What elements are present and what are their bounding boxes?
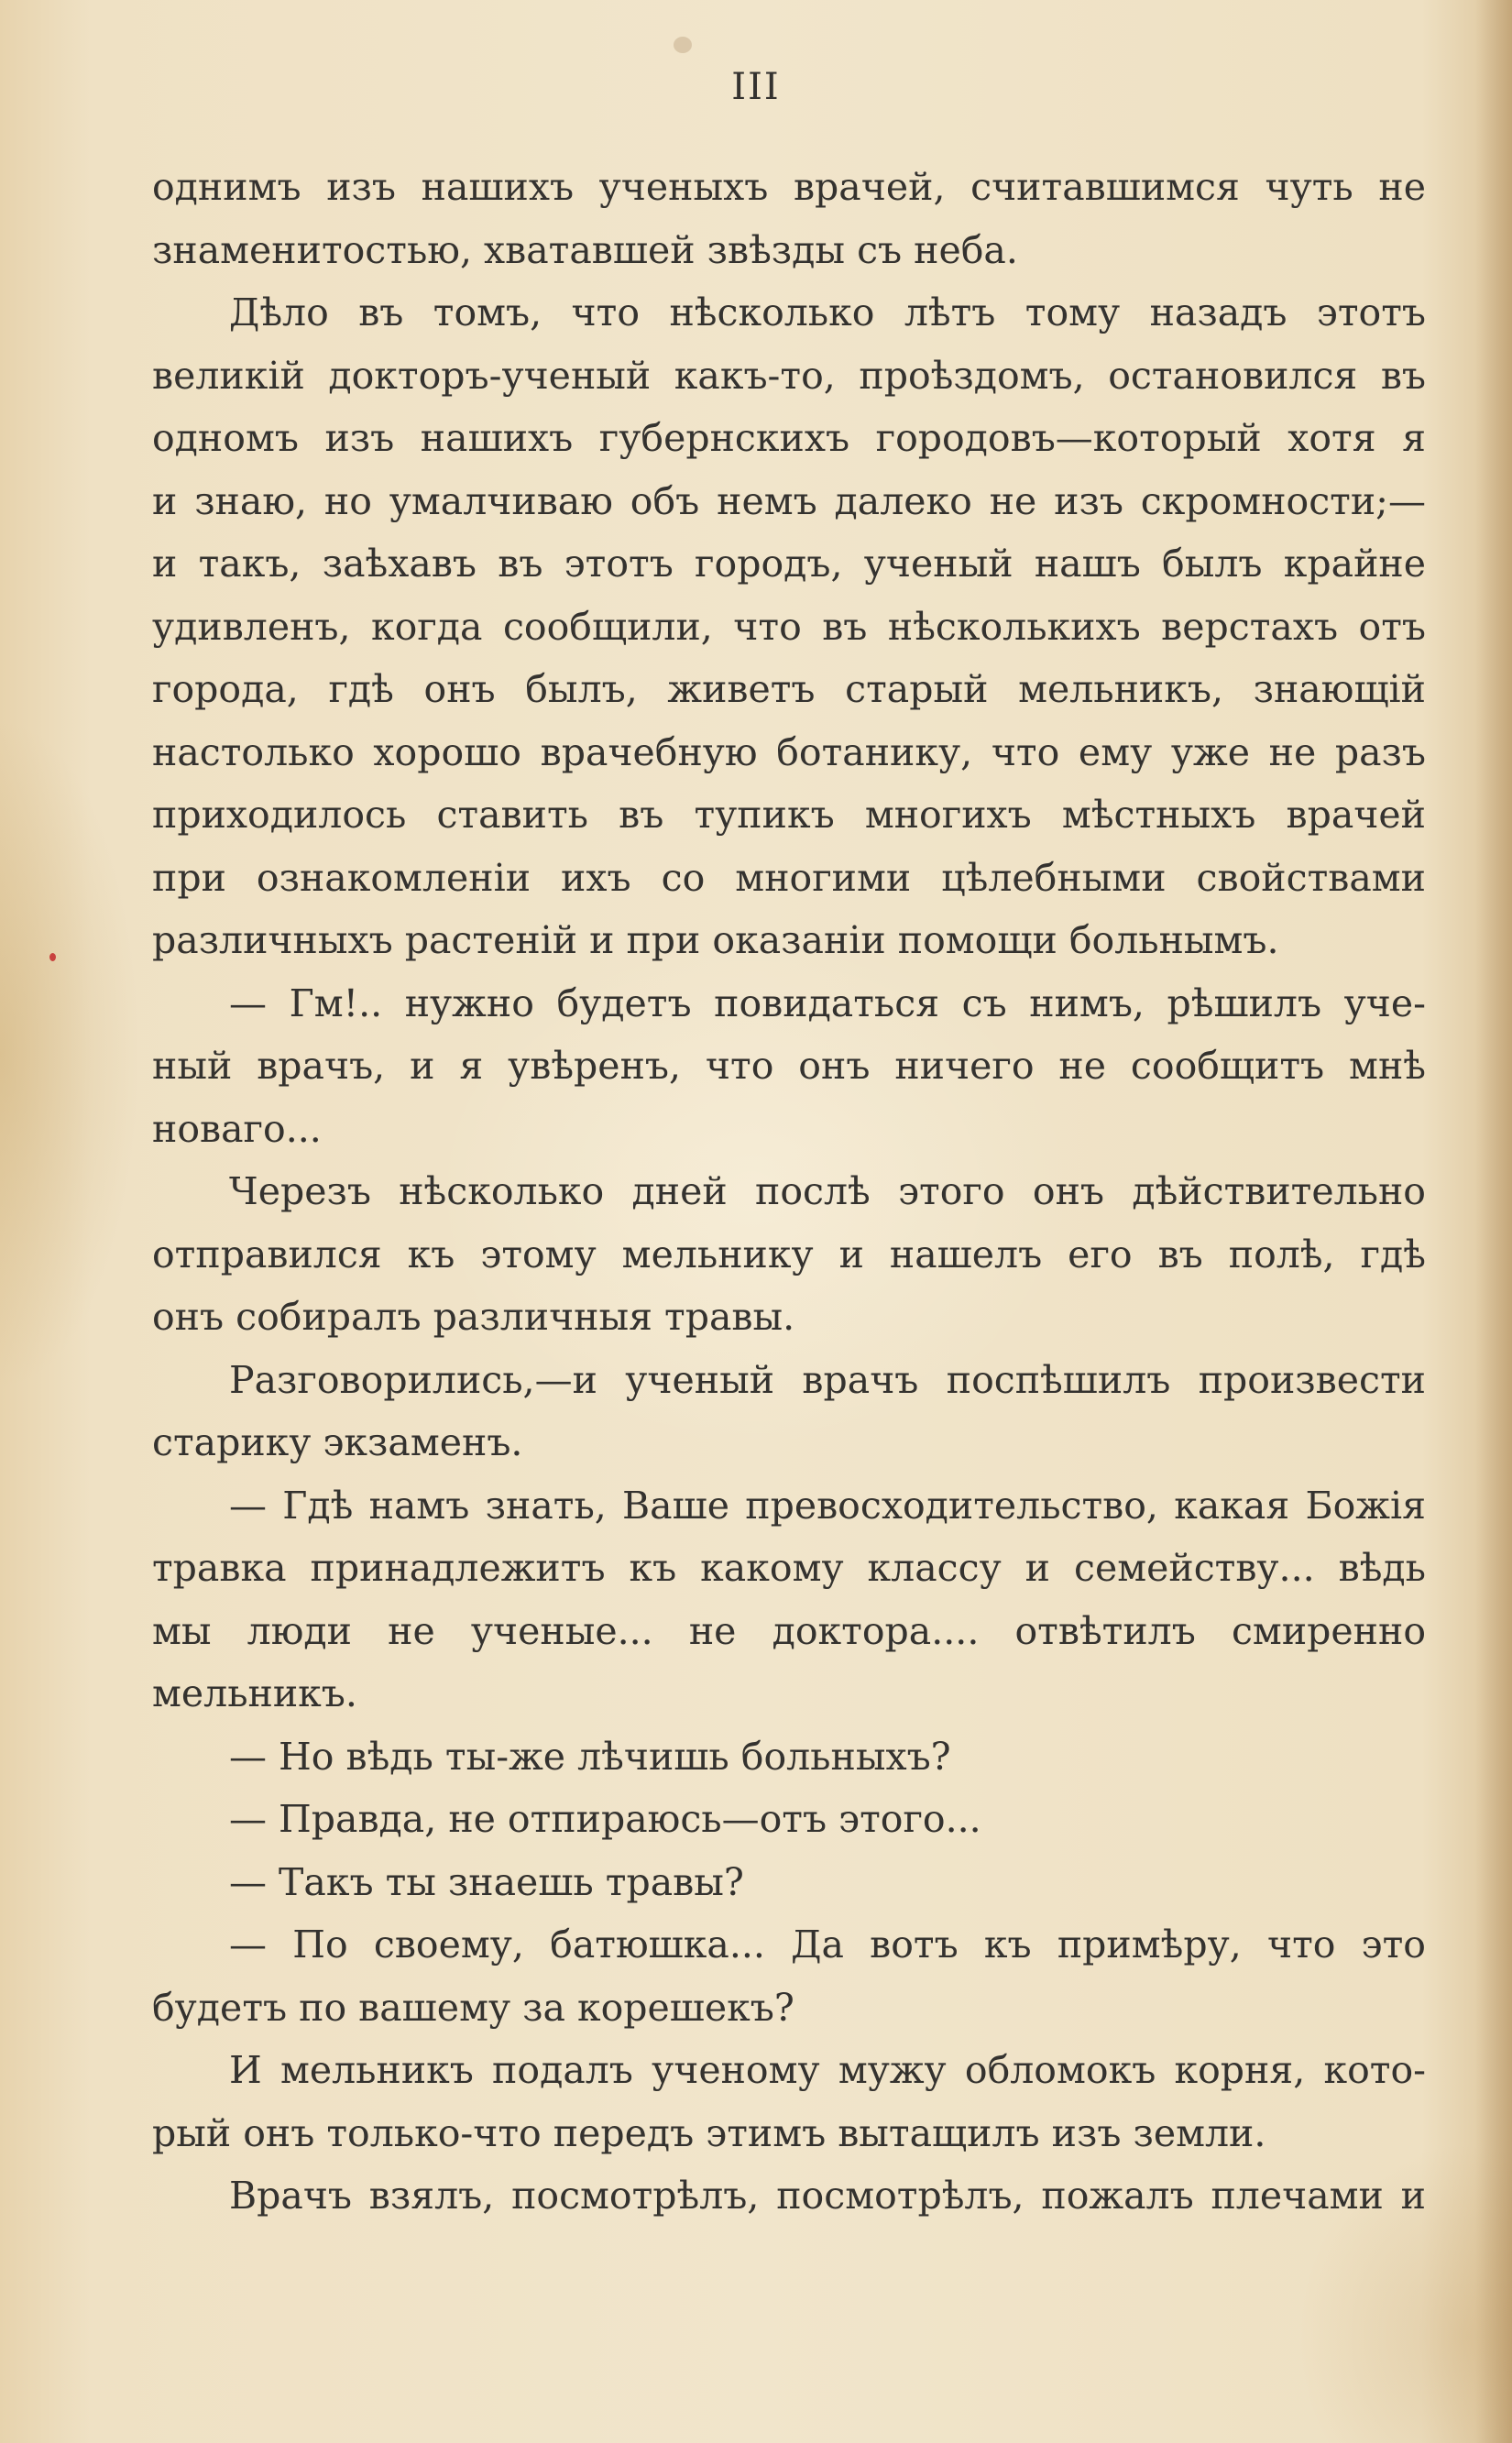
text-line: приходилось ставить въ тупикъ многихъ мѣстныхъ врачей — [152, 793, 1426, 837]
text-line: Черезъ нѣсколько дней послѣ этого онъ дѣйствительно — [229, 1169, 1426, 1213]
text-line: удивленъ, когда сообщили, что въ нѣсколькихъ верстахъ отъ — [152, 604, 1426, 649]
page-edge-shadow — [1475, 0, 1512, 2443]
text-line: мы люди не ученые... не доктора.... отвѣтилъ смиренно — [152, 1608, 1426, 1653]
text-line: — Гм!.. нужно будетъ повидаться съ нимъ, рѣшилъ уче- — [229, 980, 1426, 1025]
text-line: мельникъ. — [152, 1671, 357, 1715]
text-line: великій докторъ-ученый какъ-то, проѣздомъ, остановился въ — [152, 353, 1426, 398]
text-line: онъ собиралъ различныя травы. — [152, 1295, 795, 1339]
text-line: новаго... — [152, 1106, 322, 1151]
body-text — [152, 156, 1426, 2228]
text-line: знаменитостью, хватавшей звѣзды съ неба. — [152, 227, 1018, 272]
margin-mark — [49, 953, 56, 961]
text-line: города, гдѣ онъ былъ, живетъ старый мельникъ, знающій — [152, 667, 1426, 711]
text-line: Разговорились,—и ученый врачъ поспѣшилъ произвести — [229, 1357, 1426, 1402]
text-line: — Правда, не отпираюсь—отъ этого... — [229, 1797, 981, 1841]
text-line: травка принадлежитъ къ какому классу и семейству... вѣдь — [152, 1546, 1426, 1590]
text-line: настолько хорошо врачебную ботанику, что ему уже не разъ — [152, 729, 1426, 774]
text-line: при ознакомленіи ихъ со многими цѣлебными свойствами — [152, 855, 1426, 900]
text-line: отправился къ этому мельнику и нашелъ его въ полѣ, гдѣ — [152, 1232, 1426, 1276]
text-line: старику экзаменъ. — [152, 1420, 523, 1464]
text-line: ный врачъ, и я увѣренъ, что онъ ничего не сообщитъ мнѣ — [152, 1044, 1426, 1088]
text-line: одномъ изъ нашихъ губернскихъ городовъ—который хотя я — [152, 416, 1426, 460]
text-line: Дѣло въ томъ, что нѣсколько лѣтъ тому назадъ этотъ — [229, 290, 1426, 334]
text-line: однимъ изъ нашихъ ученыхъ врачей, считавшимся чуть не — [152, 165, 1426, 209]
text-line: будетъ по вашему за корешекъ? — [152, 1985, 794, 2030]
page-number: III — [731, 66, 781, 108]
text-line: — Такъ ты знаешь травы? — [229, 1859, 744, 1904]
text-line: и знаю, но умалчиваю объ немъ далеко не изъ скромности;— — [152, 478, 1426, 523]
text-line: различныхъ растеній и при оказаніи помощи больнымъ. — [152, 918, 1279, 962]
text-line: — Но вѣдь ты-же лѣчишь больныхъ? — [229, 1734, 951, 1779]
text-line: И мельникъ подалъ ученому мужу обломокъ корня, кото- — [229, 2048, 1426, 2092]
ink-blot — [674, 37, 692, 53]
text-line: — По своему, батюшка... Да вотъ къ примѣру, что это — [229, 1923, 1426, 1966]
text-line: и такъ, заѣхавъ въ этотъ городъ, ученый нашъ былъ крайне — [152, 542, 1426, 586]
text-line: — Гдѣ намъ знать, Ваше превосходительство, какая Божія — [229, 1483, 1426, 1528]
text-line: рый онъ только-что передъ этимъ вытащилъ изъ земли. — [152, 2110, 1266, 2155]
text-line: Врачъ взялъ, посмотрѣлъ, посмотрѣлъ, пожалъ плечами и — [229, 2174, 1426, 2218]
